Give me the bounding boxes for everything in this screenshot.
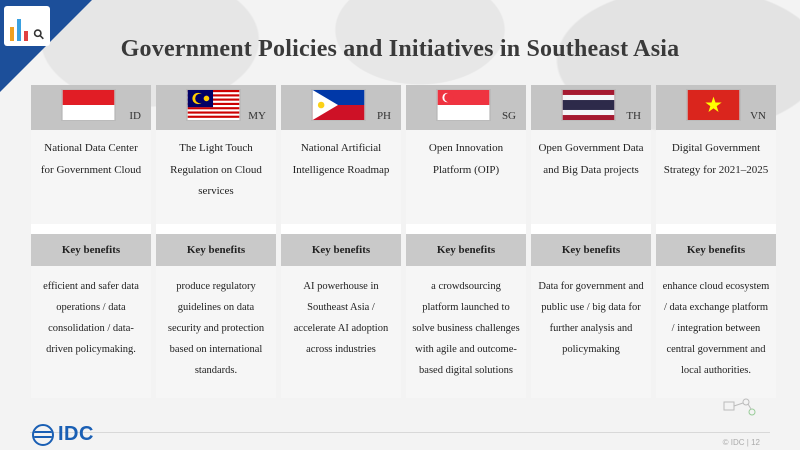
country-code: PH (376, 110, 391, 122)
globe-icon (32, 424, 54, 446)
country-header (31, 85, 151, 130)
key-benefits-label: Key benefits (31, 234, 151, 266)
country-header (156, 85, 276, 130)
country-code: ID (129, 110, 141, 122)
philippines-flag-icon (311, 89, 366, 121)
benefits-text: enhance cloud ecosystem / data exchange platform / integration between central government and local authorities. (656, 266, 776, 398)
page-title: Government Policies and Initiatives in Southeast Asia (120, 36, 680, 62)
country-column-vn (656, 85, 776, 398)
country-code: VN (750, 110, 766, 122)
country-column-th (531, 85, 651, 398)
footer-page-info: © IDC | 12 (722, 438, 760, 447)
key-benefits-label: Key benefits (156, 234, 276, 266)
country-column-id (31, 85, 151, 398)
singapore-flag-icon (436, 89, 491, 121)
country-column-my (156, 85, 276, 398)
key-benefits-label: Key benefits (656, 234, 776, 266)
benefits-text: efficient and safer data operations / data consolidation / data-driven policymaking. (31, 266, 151, 398)
thailand-flag-icon (561, 89, 616, 121)
network-doodle-icon (722, 396, 758, 420)
country-columns (31, 85, 776, 398)
idc-logo (32, 423, 94, 446)
key-benefits-label: Key benefits (281, 234, 401, 266)
country-code: TH (626, 110, 641, 122)
country-header (281, 85, 401, 130)
logo-text: IDC (58, 423, 94, 445)
key-benefits-label: Key benefits (406, 234, 526, 266)
vietnam-flag-icon (686, 89, 741, 121)
country-code: MY (248, 110, 266, 122)
malaysia-flag-icon (186, 89, 241, 121)
country-header (406, 85, 526, 130)
country-code: SG (501, 110, 516, 122)
benefits-text: a crowdsourcing platform launched to solve business challenges with agile and outcome-based digital solutions (406, 266, 526, 398)
benefits-text: Data for government and public use / big data for further analysis and policymaking (531, 266, 651, 398)
initiative-text: The Light Touch Regulation on Cloud services (156, 130, 276, 224)
initiative-text: Open Government Data and Big Data projects (531, 130, 651, 224)
country-column-ph (281, 85, 401, 398)
country-column-sg (406, 85, 526, 398)
key-benefits-label: Key benefits (531, 234, 651, 266)
initiative-text: National Data Center for Government Cloud (31, 130, 151, 224)
initiative-text: Open Innovation Platform (OIP) (406, 130, 526, 224)
initiative-text: National Artificial Intelligence Roadmap (281, 130, 401, 224)
benefits-text: AI powerhouse in Southeast Asia / accelerate AI adoption across industries (281, 266, 401, 398)
footer-divider (30, 432, 770, 433)
initiative-text: Digital Government Strategy for 2021–2025 (656, 130, 776, 224)
benefits-text: produce regulatory guidelines on data security and protection based on international standards. (156, 266, 276, 398)
indonesia-flag-icon (61, 89, 116, 121)
country-header (531, 85, 651, 130)
country-header (656, 85, 776, 130)
